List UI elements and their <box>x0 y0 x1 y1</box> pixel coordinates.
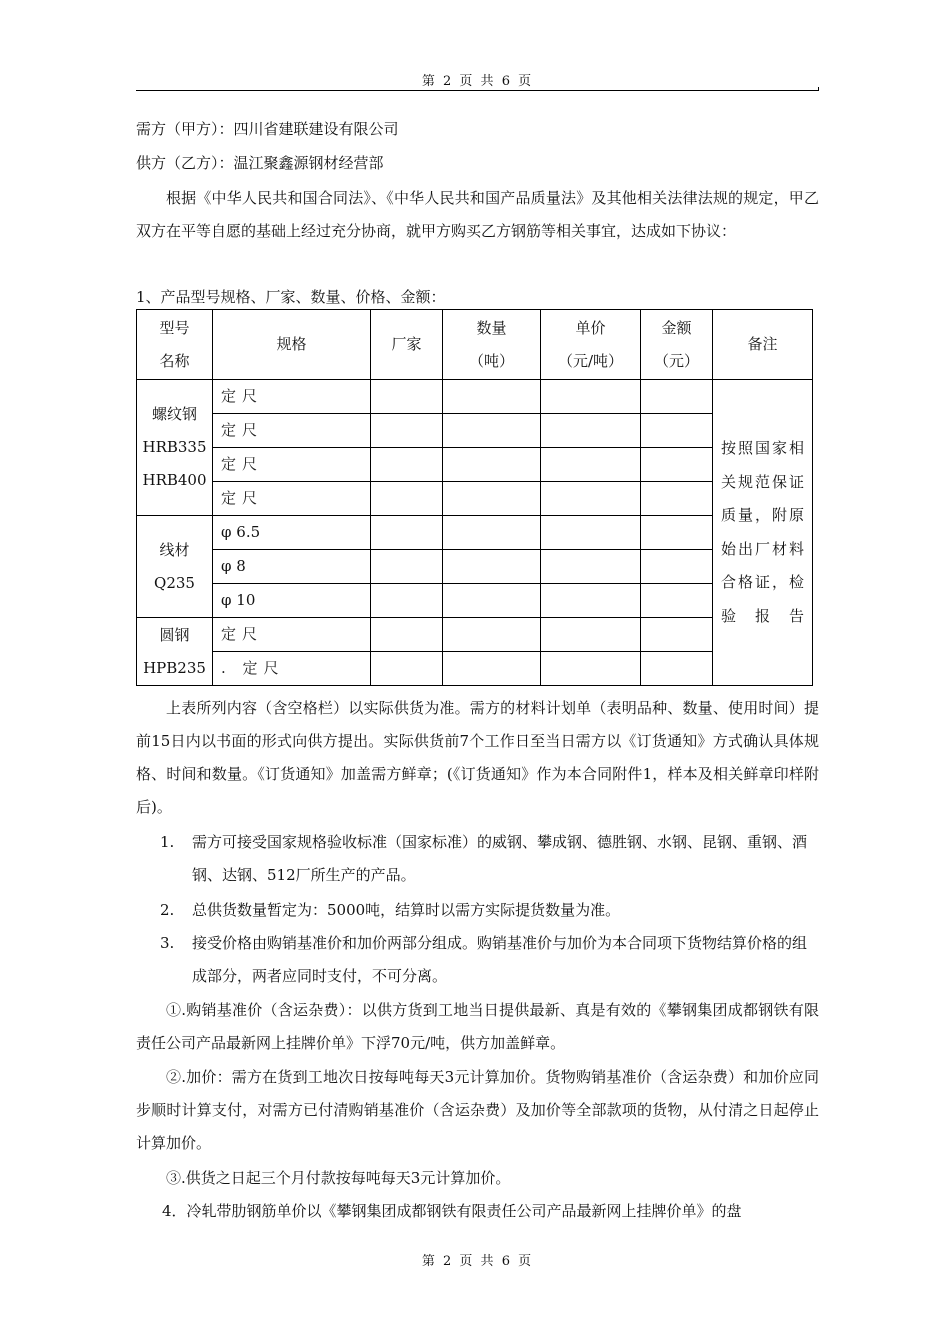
group-round-name: 圆钢 HPB235 <box>137 618 213 686</box>
qty-cell <box>443 516 541 550</box>
table-row <box>137 618 813 652</box>
maker-cell <box>371 482 443 516</box>
table-header-row <box>137 310 813 380</box>
item-4: 4．冷轧带肋钢筋单价以《攀钢集团成都钢铁有限责任公司产品最新网上挂牌价单》的盘 <box>162 1202 742 1220</box>
qty-cell <box>443 618 541 652</box>
qty-cell <box>443 550 541 584</box>
sub-item-base-price: ①.购销基准价（含运杂费）：以供方货到工地当日提供最新、真是有效的《攀钢集团成都钢铁有限责任公司产品最新网上挂牌价单》下浮70元/吨，供方加盖鲜章。 <box>136 1001 819 1052</box>
list-item: 2. 总供货数量暂定为：5000吨，结算时以需方实际提货数量为准。 <box>160 901 621 919</box>
table-row <box>137 380 813 414</box>
price-cell <box>541 516 641 550</box>
amount-cell <box>641 448 713 482</box>
amount-cell <box>641 482 713 516</box>
header-remark: 备注 <box>713 310 813 380</box>
group-rebar-name: 螺纹钢 HRB335 HRB400 <box>137 380 213 516</box>
spec-cell: φ 10 <box>213 584 371 618</box>
table-row <box>137 448 813 482</box>
price-cell <box>541 584 641 618</box>
seller-line: 供方（乙方）：温江聚鑫源钢材经营部 <box>136 154 384 172</box>
list-item: 3. 接受价格由购销基准价和加价两部分组成。购销基准价与加价为本合同项下货物结算价格的组成部分，两者应同时支付，不可分离。 <box>160 934 808 985</box>
qty-cell <box>443 414 541 448</box>
amount-cell <box>641 516 713 550</box>
sub-item-markup: ②.加价：需方在货到工地次日按每吨每天3元计算加价。货物购销基准价（含运杂费）和加价应同步顺时计算支付，对需方已付清购销基准价（含运杂费）及加价等全部款项的货物，从付清之日起停止计算加价。 <box>136 1068 819 1152</box>
price-cell <box>541 482 641 516</box>
header-model: 型号 名称 <box>137 310 213 380</box>
table-row <box>137 516 813 550</box>
table-note: 上表所列内容（含空格栏）以实际供货为准。需方的材料计划单（表明品种、数量、使用时间）提前15日内以书面的形式向供方提出。实际供货前7个工作日至当日需方以《订货通知》方式确认具体规格、时间和数量。《订货通知》加盖需方鲜章；(《订货通知》作为本合同附件1，样本及相关鲜章印样附后)。 <box>136 699 819 816</box>
maker-cell <box>371 380 443 414</box>
spec-cell: . 定尺 <box>213 652 371 686</box>
price-cell <box>541 652 641 686</box>
header-maker: 厂家 <box>371 310 443 380</box>
intro-paragraph: 根据《中华人民共和国合同法》、《中华人民共和国产品质量法》及其他相关法律法规的规定，甲乙双方在平等自愿的基础上经过充分协商，就甲方购买乙方钢筋等相关事宜，达成如下协议： <box>136 189 819 240</box>
spec-cell: 定尺 <box>213 618 371 652</box>
table-row <box>137 482 813 516</box>
table-row <box>137 550 813 584</box>
maker-cell <box>371 618 443 652</box>
group-wire-name: 线材 Q235 <box>137 516 213 618</box>
maker-cell <box>371 448 443 482</box>
spec-cell: φ 8 <box>213 550 371 584</box>
spec-cell: 定尺 <box>213 448 371 482</box>
section1-title: 1、产品型号规格、厂家、数量、价格、金额： <box>136 288 446 306</box>
remark-cell: 按照国家相关规范保证质量，附原始出厂材料合格证，检验报告 <box>713 380 813 686</box>
maker-cell <box>371 516 443 550</box>
spec-cell: φ 6.5 <box>213 516 371 550</box>
qty-cell <box>443 584 541 618</box>
header-quantity: 数量 （吨） <box>443 310 541 380</box>
price-cell <box>541 414 641 448</box>
maker-cell <box>371 414 443 448</box>
qty-cell <box>443 652 541 686</box>
qty-cell <box>443 380 541 414</box>
spec-cell: 定尺 <box>213 482 371 516</box>
spec-cell: 定尺 <box>213 380 371 414</box>
table-row <box>137 652 813 686</box>
maker-cell <box>371 550 443 584</box>
amount-cell <box>641 652 713 686</box>
header-rule <box>136 90 819 91</box>
sub-item-payment: ③.供货之日起三个月付款按每吨每天3元计算加价。 <box>166 1169 511 1187</box>
buyer-line: 需方（甲方）：四川省建联建设有限公司 <box>136 120 399 138</box>
page-footer: 第 2 页 共 6 页 <box>421 1254 534 1269</box>
spec-cell: 定尺 <box>213 414 371 448</box>
amount-cell <box>641 584 713 618</box>
price-cell <box>541 380 641 414</box>
qty-cell <box>443 448 541 482</box>
amount-cell <box>641 618 713 652</box>
price-cell <box>541 618 641 652</box>
header-amount: 金额 （元） <box>641 310 713 380</box>
maker-cell <box>371 652 443 686</box>
amount-cell <box>641 550 713 584</box>
amount-cell <box>641 414 713 448</box>
maker-cell <box>371 584 443 618</box>
product-table <box>136 309 813 686</box>
amount-cell <box>641 380 713 414</box>
page-header: 第 2 页 共 6 页 <box>421 74 534 89</box>
table-row <box>137 414 813 448</box>
qty-cell <box>443 482 541 516</box>
table-row <box>137 584 813 618</box>
list-item: 1. 需方可接受国家规格验收标准（国家标准）的威钢、攀成钢、德胜钢、水钢、昆钢、重钢、酒钢、达钢、512厂所生产的产品。 <box>160 833 808 884</box>
header-unit-price: 单价 （元/吨） <box>541 310 641 380</box>
price-cell <box>541 550 641 584</box>
price-cell <box>541 448 641 482</box>
header-spec: 规格 <box>213 310 371 380</box>
